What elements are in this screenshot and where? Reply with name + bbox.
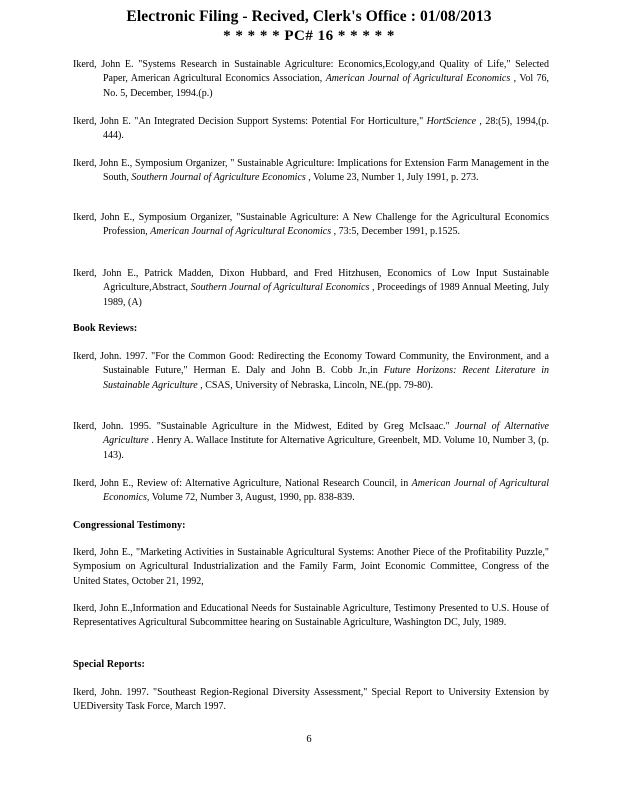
citation-entry: Ikerd, John. 1997. "Southeast Region-Regional Diversity Assessment," Special Report to University Extension by UEDiversity Task Force, March 1997.: [73, 687, 549, 713]
citation-entry: Ikerd, John E. "An Integrated Decision Support Systems: Potential For Horticulture," HortScience , 28:(5), 1994,(p. 444).: [73, 116, 549, 142]
section-heading-book-reviews: Book Reviews:: [73, 323, 138, 334]
citation-entry: Ikerd, John E., "Marketing Activities in Sustainable Agricultural Systems: Another Piece of the Profitability Puzzle," Symposium on Agricultural Industrialization and the Family Farm, Joint Economic Committee, Congress of the United States, October 21, 1992,: [73, 547, 549, 587]
citation-entry: Ikerd, John E.,Information and Educational Needs for Sustainable Agriculture, Testimony Presented to U.S. House of Representatives Agricultural Subcommittee hearing on Sustainable Agriculture, Washington DC, July, 1989.: [73, 603, 549, 629]
citation-entry: Ikerd, John E., Review of: Alternative Agriculture, National Research Council, in American Journal of Agricultural Economics, Volume 72, Number 3, August, 1990, pp. 838-839.: [73, 478, 549, 504]
citation-entry: Ikerd, John E., Patrick Madden, Dixon Hubbard, and Fred Hitzhusen, Economics of Low Input Sustainable Agriculture,Abstract, Southern Journal of Agricultural Economics , Proceedings of 1989 Annual Meeting, July 1989, (A): [73, 268, 549, 308]
citation-entry: Ikerd, John E., Symposium Organizer, "Sustainable Agriculture: A New Challenge for the Agricultural Economics Profession, American Journal of Agricultural Economics , 73:5, December 1991, p.1525.: [73, 212, 549, 238]
page-number: 6: [306, 734, 312, 745]
citation-entry: Ikerd, John E. "Systems Research in Sustainable Agriculture: Economics,Ecology,and Quality of Life," Selected Paper, American Agricultural Economics Association, American Journal of Agricultural Economics , Vol 76, No. 5, December, 1994.(p.): [73, 59, 550, 99]
pc-number-header: * * * * * PC# 16 * * * * *: [223, 28, 395, 44]
section-heading-congressional-testimony: Congressional Testimony:: [73, 520, 186, 531]
citation-entry: Ikerd, John. 1995. "Sustainable Agriculture in the Midwest, Edited by Greg McIsaac." Journal of Alternative Agriculture . Henry A. Wallace Institute for Alternative Agriculture, Greenbelt, MD. Volume 10, Number 3, (p. 143).: [73, 421, 549, 461]
citation-entry: Ikerd, John E., Symposium Organizer, " Sustainable Agriculture: Implications for Extension Farm Management in the South, Southern Journal of Agriculture Economics , Volume 23, Number 1, July 1991, p. 273.: [73, 158, 549, 184]
section-heading-special-reports: Special Reports:: [73, 659, 145, 670]
citation-entry: Ikerd, John. 1997. "For the Common Good: Redirecting the Economy Toward Community, the Environment, and a Sustainable Future," Herman E. Daly and John B. Cobb Jr.,in Future Horizons: Recent Literature in Sustainable Agriculture , CSAS, University of Nebraska, Lincoln, NE.(pp. 79-80).: [73, 351, 549, 391]
filing-stamp-header: Electronic Filing - Recived, Clerk's Office : 01/08/2013: [126, 8, 492, 25]
